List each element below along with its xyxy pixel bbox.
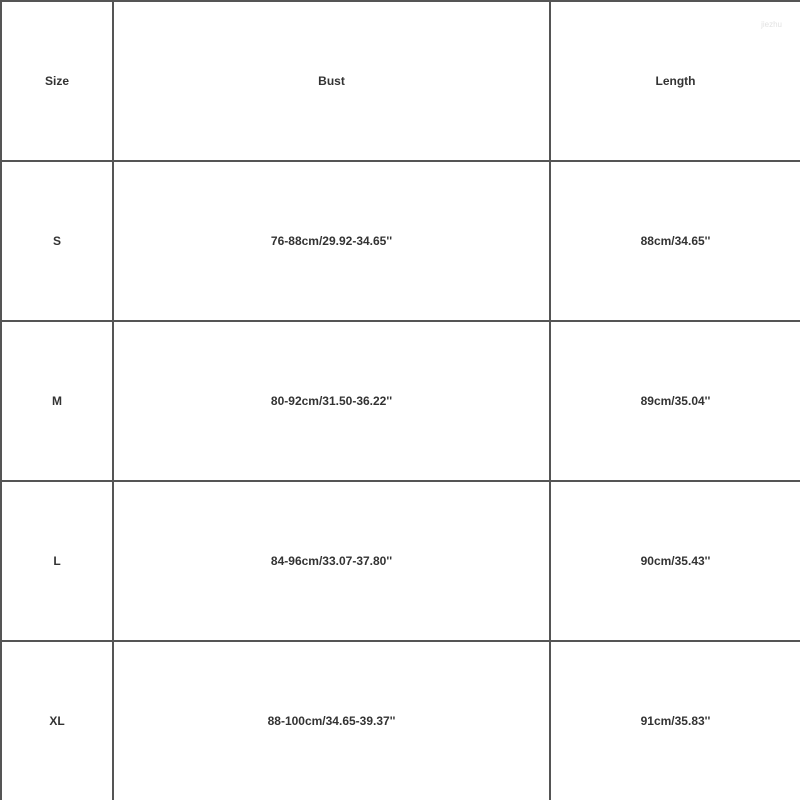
bust-cell: 76-88cm/29.92-34.65'' (113, 161, 550, 321)
table-row (1, 321, 800, 481)
length-cell: 89cm/35.04'' (550, 321, 800, 481)
size-cell: XL (1, 641, 113, 800)
length-cell: 91cm/35.83'' (550, 641, 800, 800)
bust-cell: 88-100cm/34.65-39.37'' (113, 641, 550, 800)
size-cell: S (1, 161, 113, 321)
header-length: Length (550, 1, 800, 161)
table-row (1, 161, 800, 321)
bust-cell: 84-96cm/33.07-37.80'' (113, 481, 550, 641)
watermark-text: jiezhu (761, 20, 782, 29)
table-header-row (1, 1, 800, 161)
table-row (1, 641, 800, 800)
header-bust: Bust (113, 1, 550, 161)
length-cell: 90cm/35.43'' (550, 481, 800, 641)
table-row (1, 481, 800, 641)
bust-cell: 80-92cm/31.50-36.22'' (113, 321, 550, 481)
length-cell: 88cm/34.65'' (550, 161, 800, 321)
size-cell: M (1, 321, 113, 481)
size-cell: L (1, 481, 113, 641)
header-size: Size (1, 1, 113, 161)
